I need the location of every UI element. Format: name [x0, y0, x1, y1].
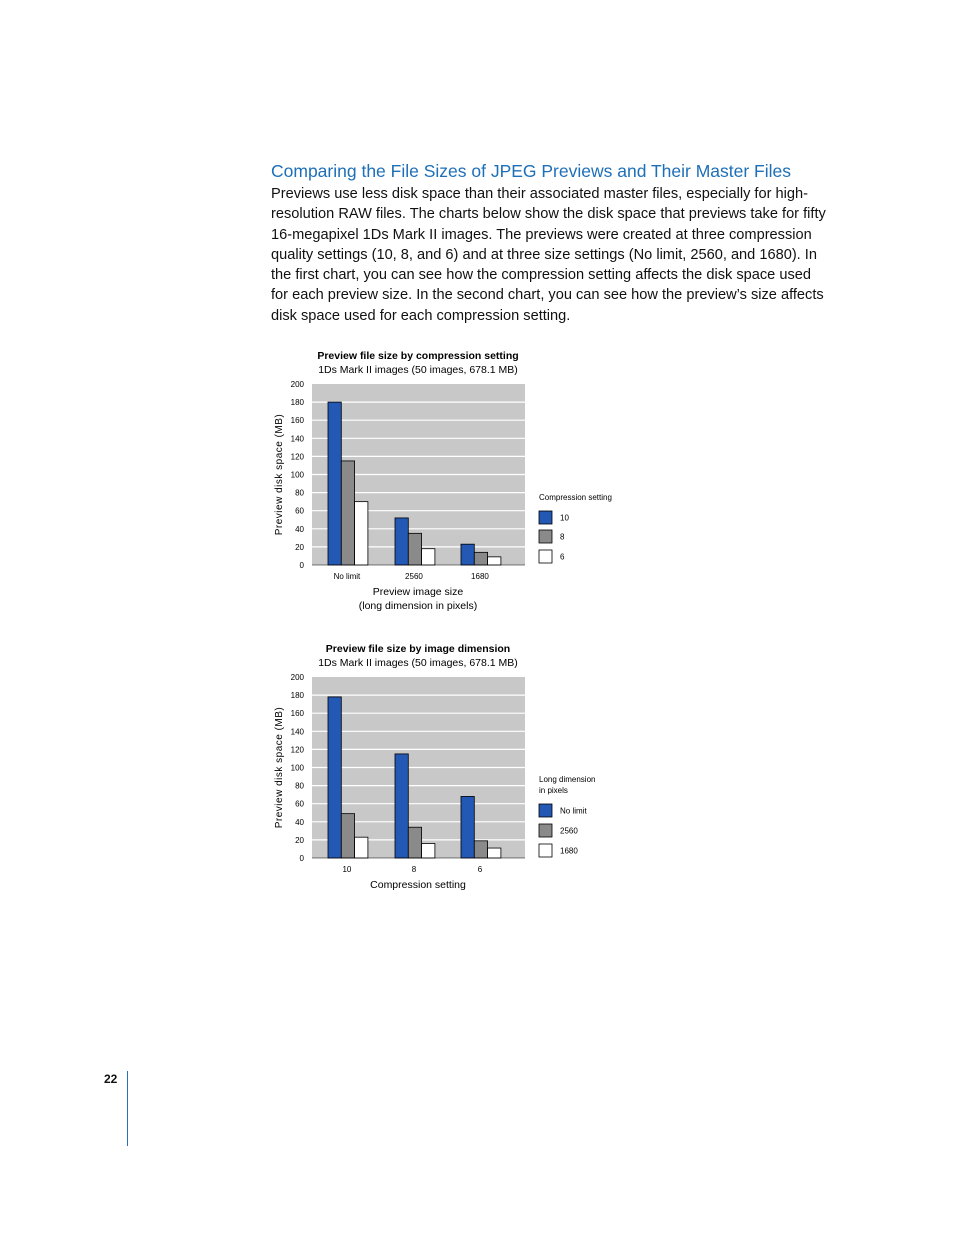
- bar: [422, 549, 435, 565]
- y-tick-label: 40: [295, 524, 304, 534]
- bar: [328, 697, 341, 858]
- y-tick-label: 160: [290, 416, 304, 426]
- bar: [474, 552, 487, 565]
- legend-label: 8: [560, 532, 565, 542]
- y-tick-label: 100: [290, 763, 304, 773]
- y-axis-label: Preview disk space (MB): [274, 706, 285, 829]
- x-tick-label: 6: [477, 865, 483, 874]
- bar: [474, 841, 487, 858]
- y-tick-label: 140: [290, 434, 304, 444]
- section-heading: Comparing the File Sizes of JPEG Previews and Their Master Files: [271, 161, 792, 181]
- y-tick-label: 120: [290, 452, 304, 462]
- y-tick-label: 200: [290, 673, 304, 682]
- bar: [408, 533, 421, 565]
- page-number: 22: [104, 1072, 118, 1086]
- y-tick-label: 60: [295, 799, 304, 809]
- y-tick-label: 120: [290, 745, 304, 755]
- x-tick-label: 1680: [471, 572, 489, 581]
- y-tick-label: 80: [295, 488, 304, 498]
- y-tick-label: 180: [290, 398, 304, 408]
- legend-title: Compression setting: [539, 493, 612, 502]
- y-axis-label: Preview disk space (MB): [274, 413, 285, 536]
- page-rule: [127, 1071, 128, 1146]
- y-tick-label: 180: [290, 691, 304, 701]
- y-tick-label: 140: [290, 727, 304, 737]
- bar: [395, 518, 408, 565]
- legend-swatch: [539, 550, 552, 563]
- intro-paragraph: Previews use less disk space than their associated master files, especially for high-resolution RAW files. The charts below show the disk space that previews take for fifty 16-megapixel 1Ds Mark II images. The previews were created at three compression quality settings (10, 8, and 6) and at three size settings (No limit, 2560, and 1680). In the first chart, you can see how the compression setting affects the disk space used for each preview size. In the second chart, you can see how the preview’s size affects disk space used for each compression setting.: [271, 186, 826, 324]
- legend-label: No limit: [560, 806, 587, 816]
- x-tick-label: No limit: [333, 572, 361, 581]
- legend-label: 6: [560, 552, 565, 562]
- legend-swatch: [539, 804, 552, 817]
- y-tick-label: 0: [299, 854, 304, 863]
- x-axis-label: (long dimension in pixels): [358, 600, 478, 612]
- x-tick-label: 8: [411, 865, 417, 874]
- chart-title: Preview file size by compression setting: [317, 350, 519, 362]
- bar: [461, 796, 474, 858]
- legend-swatch: [539, 511, 552, 524]
- y-tick-label: 20: [295, 542, 304, 552]
- x-axis-label: Preview image size: [372, 586, 464, 598]
- legend-label: 1680: [560, 846, 578, 856]
- x-tick-label: 2560: [405, 572, 423, 581]
- chart-subtitle: 1Ds Mark II images (50 images, 678.1 MB): [318, 657, 518, 669]
- bar: [395, 754, 408, 858]
- chart-subtitle: 1Ds Mark II images (50 images, 678.1 MB): [318, 364, 518, 376]
- bar: [488, 557, 501, 565]
- y-tick-label: 100: [290, 470, 304, 480]
- y-tick-label: 160: [290, 709, 304, 719]
- bar: [408, 827, 421, 858]
- bar: [355, 837, 368, 858]
- legend-swatch: [539, 824, 552, 837]
- legend-label: 2560: [560, 826, 578, 836]
- legend-label: 10: [560, 513, 569, 523]
- y-tick-label: 0: [299, 561, 304, 570]
- legend-title: Long dimension: [539, 775, 596, 784]
- bar: [328, 402, 341, 565]
- bar: [355, 502, 368, 565]
- x-tick-label: 10: [342, 865, 352, 874]
- bar: [461, 544, 474, 565]
- y-tick-label: 60: [295, 506, 304, 516]
- legend-title: in pixels: [539, 786, 568, 795]
- bar: [488, 848, 501, 858]
- y-tick-label: 80: [295, 781, 304, 791]
- x-axis-label: Compression setting: [370, 879, 466, 891]
- bar: [341, 814, 354, 858]
- legend-swatch: [539, 844, 552, 857]
- chart-title: Preview file size by image dimension: [325, 643, 511, 655]
- bar: [341, 461, 354, 565]
- y-tick-label: 20: [295, 835, 304, 845]
- bar: [422, 844, 435, 858]
- y-tick-label: 200: [290, 380, 304, 389]
- legend-swatch: [539, 530, 552, 543]
- y-tick-label: 40: [295, 817, 304, 827]
